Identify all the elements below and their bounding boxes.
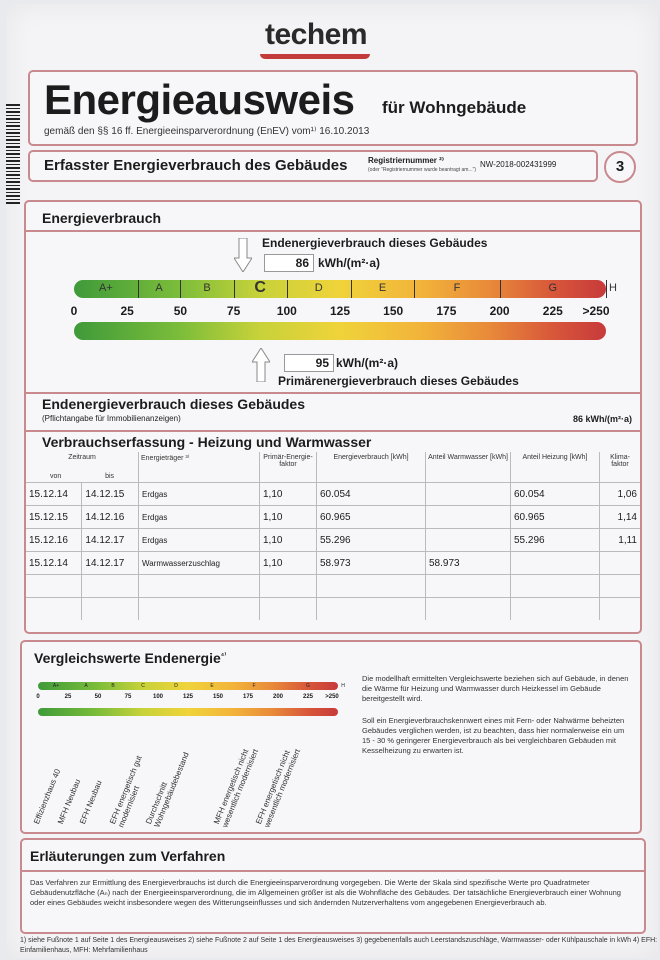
comparison-scale-bottom	[38, 708, 338, 716]
col-bis: bis	[105, 473, 115, 480]
table-row	[26, 483, 640, 506]
comparison-class-a: A	[84, 683, 88, 689]
divider	[26, 230, 640, 232]
table-row	[26, 529, 640, 552]
energy-scale-tick: 25	[120, 304, 134, 318]
energy-class-separator	[500, 280, 501, 298]
table-row-empty	[26, 575, 640, 598]
registration-note: (oder "Registriernummer wurde beantragt am...")	[368, 167, 477, 173]
cell-von: 15.12.14	[26, 552, 82, 575]
cell-traeger: Erdgas	[139, 506, 260, 529]
registration-label: Registriernummer ²⁾	[368, 156, 445, 165]
table-row	[26, 552, 640, 575]
cell-faktor: 1,10	[260, 529, 317, 552]
primaerenergie-unit: kWh/(m²·a)	[336, 356, 398, 370]
endenergie-label: Endenergieverbrauch dieses Gebäudes	[262, 236, 488, 250]
energy-scale-tick: 75	[226, 304, 241, 318]
cell-bis: 14.12.17	[82, 552, 139, 575]
comparison-scale-tick: 0	[36, 694, 40, 700]
comparison-text: Die modellhaft ermittelten Vergleichswerte beziehen sich auf Gebäude, in denen die Wärme für Heizung und Warmwasser durch Heizkessel im Gebäude bereitgestellt wird. Soll ein Energieverbrauchskennwert eines mit Fern- oder Nahwärme beheizten Gebäudes verglichen werden, ist zu beachten, dass hier normalerweise ein um 15 - 30 % geringerer Energieverbrauch als bei vergleichbaren Gebäuden mit Kesselheizung zu erwarten ist.	[362, 674, 629, 755]
comparison-box	[20, 640, 642, 834]
energy-class-separator	[138, 280, 139, 298]
cell-verbrauch: 58.973	[317, 552, 426, 575]
comparison-title-footnote: ⁴⁾	[220, 652, 227, 660]
primaerenergie-value: 95	[284, 354, 334, 372]
cell-klima: 1,06	[600, 483, 641, 506]
page-subtitle: gemäß den §§ 16 ff. Energieeinsparverordnung (EnEV) vom¹⁾ 16.10.2013	[44, 126, 370, 137]
summary-title: Endenergieverbrauch dieses Gebäudes	[42, 396, 305, 412]
registration-box	[28, 150, 598, 182]
cell-verbrauch: 60.965	[317, 506, 426, 529]
energy-box	[24, 200, 642, 634]
barcode	[6, 104, 20, 204]
energy-class-e: E	[378, 282, 387, 294]
primaerenergie-arrow-icon	[252, 348, 270, 382]
comparison-class-aplus: A+	[52, 683, 60, 689]
registration-number: NW-2018-002431999	[480, 160, 557, 169]
cell-heizung: 60.965	[511, 506, 600, 529]
cell-bis: 14.12.15	[82, 483, 139, 506]
comparison-class-h: H	[341, 683, 345, 689]
cell-warmwasser: 58.973	[426, 552, 511, 575]
cell-faktor: 1,10	[260, 483, 317, 506]
endenergie-value: 86	[264, 254, 314, 272]
cell-faktor: 1,10	[260, 552, 317, 575]
energy-scale-tick: 225	[542, 304, 563, 318]
cell-von: 15.12.15	[26, 506, 82, 529]
energy-class-separator	[180, 280, 181, 298]
energy-scale-tick: 50	[173, 304, 188, 318]
table-title: Verbrauchserfassung - Heizung und Warmwasser	[42, 434, 372, 450]
footnote: 1) siehe Fußnote 1 auf Seite 1 des Energieausweises 2) siehe Fußnote 2 auf Seite 1 des Energieausweises 3) gegebenenfalls auch Leerstandszuschläge, Warmwasser- oder Kühlpauschale in kWh 4) EFH: Einfamilienhaus, MFH: Mehrfamilienhaus	[20, 937, 658, 954]
cell-von: 15.12.14	[26, 483, 82, 506]
page-title: Energieausweis	[44, 76, 355, 123]
page-number: 3	[604, 151, 636, 183]
comparison-scale-tick: 150	[212, 694, 224, 700]
energy-scale-tick: 200	[489, 304, 510, 318]
energy-class-f: F	[453, 282, 461, 294]
explanation-text: Das Verfahren zur Ermittlung des Energieverbrauchs ist durch die Energieeinsparverordnung vorgegeben. Die Werte der Skala sind spezifische Werte pro Quadratmeter Gebäudenutzfläche (Aₙ) nach der Energieeinsparverordnung, die im Allgemeinen größer ist als die Wohnfläche des Gebäudes. Der tatsächliche Energieverbrauch einer Wohnung oder eines Gebäudes weicht insbesondere wegen des Witterungseinflusses und sich ändernden Nutzerverhaltens vom angegebenen Energieverbrauch ab.	[30, 878, 621, 907]
cell-bis: 14.12.16	[82, 506, 139, 529]
comparison-label: Effizienzhaus 40	[32, 767, 63, 826]
comparison-scale-tick: 225	[302, 694, 314, 700]
comparison-scale-tick: 125	[182, 694, 194, 700]
comparison-label: MFH Neubau	[56, 777, 83, 826]
cell-heizung: 55.296	[511, 529, 600, 552]
comparison-title: Vergleichswerte Endenergie$^{^{4)}}$	[34, 650, 227, 666]
comparison-class-b: B	[111, 683, 115, 689]
col-zeitraum: Zeitraum von bis	[26, 452, 139, 483]
comparison-label: EFH energetisch nicht wesentlich modernisiert	[254, 747, 303, 829]
energy-class-d: D	[314, 282, 323, 294]
table-body	[26, 483, 640, 621]
endenergie-unit: kWh/(m²·a)	[318, 256, 380, 270]
table-header-row	[26, 452, 640, 483]
cell-traeger: Warmwasserzuschlag	[139, 552, 260, 575]
cell-heizung	[511, 552, 600, 575]
comparison-label: Durchschnitt Wohngebäudebestand	[144, 750, 191, 829]
energy-scale-bottom	[74, 322, 606, 340]
col-verbrauch: Energieverbrauch [kWh]	[317, 452, 426, 483]
comparison-scale-tick: 175	[242, 694, 254, 700]
cell-von: 15.12.16	[26, 529, 82, 552]
energy-scale-tick: 0	[70, 304, 78, 318]
energy-scale-tick: 100	[276, 304, 297, 318]
table-row	[26, 506, 640, 529]
explanation-title: Erläuterungen zum Verfahren	[30, 848, 226, 864]
energy-class-g: G	[548, 282, 558, 294]
cell-traeger: Erdgas	[139, 529, 260, 552]
cell-warmwasser	[426, 506, 511, 529]
cell-warmwasser	[426, 483, 511, 506]
col-heizung: Anteil Heizung [kWh]	[511, 452, 600, 483]
energy-class-aplus: A+	[99, 282, 113, 294]
col-faktor: Primär-Energie-faktor	[260, 452, 317, 483]
summary-value: 86 kWh/(m²·a)	[572, 414, 632, 424]
energy-section-title: Energieverbrauch	[42, 210, 162, 226]
comparison-label: EFH energetisch gut modernisiert	[108, 754, 144, 829]
energy-class-separator	[351, 280, 352, 298]
cell-warmwasser	[426, 529, 511, 552]
energy-class-b: B	[203, 282, 211, 294]
comparison-label: MFH energetisch nicht wesentlich modernisiert	[212, 747, 261, 829]
comparison-scale-tick: 50	[94, 694, 102, 700]
cell-faktor: 1,10	[260, 506, 317, 529]
comparison-class-c: C	[141, 683, 145, 689]
col-traeger: Energieträger ³⁾	[139, 452, 260, 483]
energy-class-separator	[414, 280, 415, 298]
divider	[26, 392, 640, 394]
comparison-scale-tick: >250	[325, 694, 339, 700]
energy-class-c: C	[254, 279, 266, 296]
cell-bis: 14.12.17	[82, 529, 139, 552]
comparison-class-g: G	[306, 683, 310, 689]
energy-class-h: H	[609, 282, 617, 294]
table-row-empty	[26, 598, 640, 621]
comparison-class-f: F	[252, 683, 256, 689]
comparison-scale-tick: 25	[64, 694, 72, 700]
consumption-table	[26, 452, 640, 620]
cell-klima: 1,14	[600, 506, 641, 529]
energy-class-a: A	[155, 282, 163, 294]
page-title-suffix: für Wohngebäude	[382, 98, 527, 117]
comparison-label: EFH Neubau	[78, 779, 104, 826]
registration-title: Erfasster Energieverbrauch des Gebäudes	[44, 157, 348, 174]
comparison-scale-tick: 200	[272, 694, 284, 700]
col-von: von	[49, 473, 62, 480]
divider	[26, 430, 640, 432]
col-klima: Klima-faktor	[610, 454, 630, 468]
comparison-scale-tick: 100	[152, 694, 164, 700]
logo-underline	[260, 54, 370, 59]
techem-logo: techem	[264, 18, 368, 51]
cell-verbrauch: 55.296	[317, 529, 426, 552]
comparison-class-e: E	[210, 683, 214, 689]
cell-heizung: 60.054	[511, 483, 600, 506]
energy-scale-tick: 150	[383, 304, 404, 318]
document-page	[6, 4, 658, 958]
header-box	[28, 70, 638, 146]
cell-klima: 1,11	[600, 529, 641, 552]
cell-traeger: Erdgas	[139, 483, 260, 506]
energy-class-separator	[234, 280, 235, 298]
comparison-scale-tick: 75	[124, 694, 132, 700]
comparison-class-d: D	[174, 683, 178, 689]
cell-verbrauch: 60.054	[317, 483, 426, 506]
cell-klima	[600, 552, 641, 575]
primaerenergie-label: Primärenergieverbrauch dieses Gebäudes	[278, 374, 519, 388]
col-warmwasser: Anteil Warmwasser [kWh]	[426, 452, 511, 483]
energy-class-separator	[287, 280, 288, 298]
summary-subtitle: (Pflichtangabe für Immobilienanzeigen)	[42, 414, 181, 423]
energy-class-separator	[606, 280, 607, 298]
energy-scale-tick: 175	[436, 304, 457, 318]
divider	[22, 870, 644, 872]
energy-scale-tick: 125	[329, 304, 351, 318]
explanation-box	[20, 838, 646, 934]
endenergie-arrow-icon	[234, 238, 252, 272]
energy-scale-tick: >250	[582, 304, 610, 318]
